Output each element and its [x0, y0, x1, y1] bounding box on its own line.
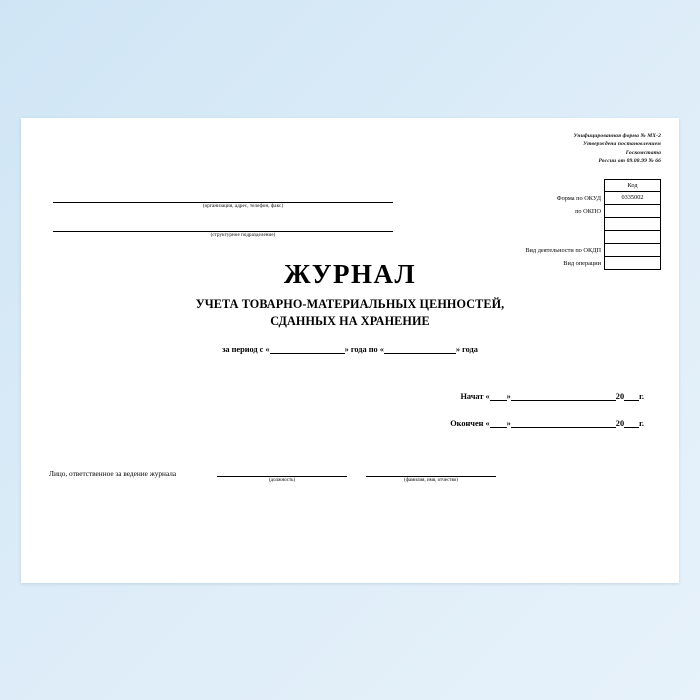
- subdivision-input-line[interactable]: [53, 231, 393, 232]
- form-ident-line-4: России от 09.08.99 № 66: [598, 157, 661, 164]
- code-value-blank-1[interactable]: [604, 218, 661, 231]
- code-label-blank-1: [425, 218, 604, 231]
- period-end-input[interactable]: [384, 345, 456, 354]
- page-title: ЖУРНАЛ: [283, 259, 417, 289]
- finished-day-input[interactable]: [490, 419, 507, 428]
- period-suffix: » года: [455, 345, 478, 354]
- begun-day-input[interactable]: [490, 392, 507, 401]
- subdivision-caption: (структурное подразделение): [210, 233, 276, 238]
- code-value-okpo[interactable]: [604, 205, 661, 218]
- finished-year-suffix: г.: [639, 419, 644, 428]
- page-subtitle-line-1: УЧЕТА ТОВАРНО-МАТЕРИАЛЬНЫХ ЦЕННОСТЕЙ,: [195, 297, 505, 311]
- code-table: [425, 179, 661, 270]
- form-ident-line-1: Унифицированная форма № МХ-2: [573, 133, 661, 139]
- finished-year-mark: 20: [615, 419, 625, 428]
- code-row-okud: [425, 192, 661, 205]
- code-row-blank-2: [425, 231, 661, 244]
- responsible-position-caption: (должность): [268, 478, 296, 483]
- code-value-okdp[interactable]: [604, 244, 661, 257]
- code-row-blank-1: [425, 218, 661, 231]
- form-ident-line-3: Госкомстата: [625, 149, 661, 156]
- begun-year-suffix: г.: [639, 392, 644, 401]
- period-row: [21, 345, 679, 354]
- document-sheet: [21, 118, 679, 583]
- responsible-name-input[interactable]: [366, 476, 496, 477]
- begun-month-input[interactable]: [511, 392, 616, 401]
- code-label-okud: Форма по ОКУД: [556, 195, 601, 202]
- finished-row: [450, 419, 644, 428]
- begun-row: [460, 392, 644, 401]
- begun-quote: »: [506, 392, 511, 401]
- finished-quote: »: [506, 419, 511, 428]
- period-start-input[interactable]: [270, 345, 345, 354]
- organization-caption: (организация, адрес, телефон, факс): [202, 204, 284, 209]
- finished-year-input[interactable]: [624, 419, 639, 428]
- form-ident-line-2: Утверждена постановлением: [583, 141, 661, 148]
- code-value-blank-2[interactable]: [604, 231, 661, 244]
- begun-year-mark: 20: [615, 392, 625, 401]
- begun-label: Начат «: [460, 392, 490, 401]
- code-label-okpo: по ОКПО: [575, 208, 601, 215]
- code-label-operation: Вид операции: [563, 260, 601, 267]
- code-value-okud[interactable]: 0335002: [604, 192, 661, 205]
- code-table-header-value: Код: [604, 179, 661, 192]
- responsible-name-caption: (фамилия, имя, отчество): [404, 478, 458, 483]
- code-table-header-label: [425, 179, 604, 192]
- responsible-person-label: Лицо, ответственное за ведение журнала: [49, 469, 177, 478]
- period-prefix: за период с «: [222, 345, 270, 354]
- organization-input-line[interactable]: [53, 202, 393, 203]
- begun-year-input[interactable]: [624, 392, 639, 401]
- code-label-okdp: Вид деятельности по ОКДП: [525, 247, 601, 254]
- code-table-header-row: [425, 179, 661, 192]
- code-label-blank-2: [425, 231, 604, 244]
- code-row-okdp: [425, 244, 661, 257]
- code-row-okpo: [425, 205, 661, 218]
- period-mid: » года по «: [344, 345, 384, 354]
- page-subtitle-line-2: СДАННЫХ НА ХРАНЕНИЕ: [270, 314, 430, 328]
- finished-label: Окончен «: [450, 419, 490, 428]
- form-identification: [574, 132, 661, 165]
- finished-month-input[interactable]: [511, 419, 616, 428]
- responsible-position-input[interactable]: [217, 476, 347, 477]
